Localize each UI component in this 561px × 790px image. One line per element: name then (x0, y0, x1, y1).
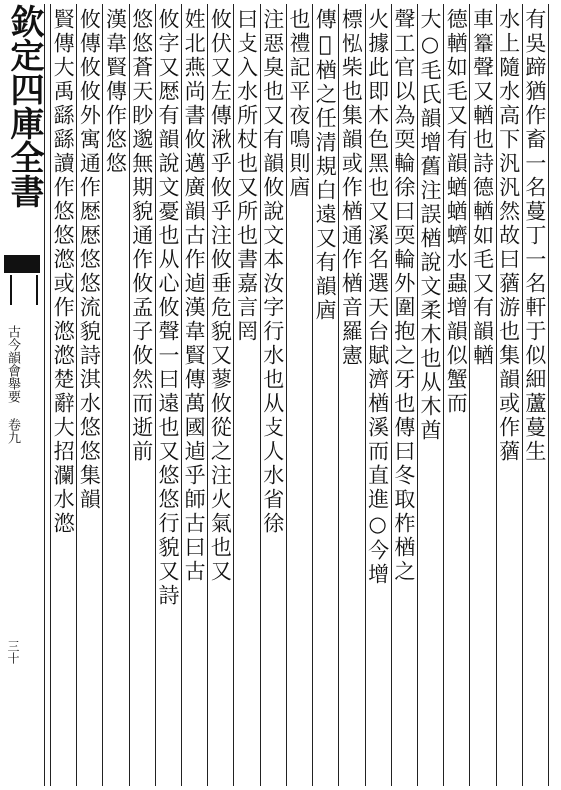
fish-tail-bracket (10, 275, 38, 305)
series-title: 欽定四庫全書 (4, 4, 44, 208)
text-column: 有吳蹄猶作畜一名蔓丁一名軒于似細蘆蔓生 (522, 8, 547, 464)
text-column: 標𢘌柴也集韻或作楢通作楢音羅憲 (339, 8, 364, 368)
text-column: 攸伏又左傳湫乎攸乎注攸垂危貌又蓼攸從之注火氣也又 (208, 8, 233, 584)
text-column: 水上隨水高下汎汎然故曰蕕游也集韻或作蕕 (496, 8, 521, 464)
text-column: 攸字又𢟍有韻說文憂也从心攸聲一曰遠也又悠悠行貌又詩 (155, 8, 180, 608)
text-column: 攸傳攸攸外寓通作𢟍𢟍悠悠流貌詩淇水悠悠集韻 (77, 8, 102, 512)
column-rule (50, 4, 51, 786)
volume-marker: 卷九 (5, 418, 20, 444)
fish-tail-mark (4, 255, 40, 273)
book-name (2, 325, 22, 515)
margin-rule (44, 4, 45, 786)
outer-rule (548, 4, 549, 786)
folio-number: 三十 (6, 640, 20, 664)
text-column: 德輶如毛又有韻蝤蝤蠐水蟲增韻似蟹而 (444, 8, 469, 416)
text-column: 注惡臭也又有韻攸說文本汝字行水也从攴人水省徐 (260, 8, 285, 536)
text-column: 姓北燕尚書攸邁廣韻古作逌漢韋賢傳萬國逌乎師古曰古 (182, 8, 207, 584)
text-column: 也禮記平夜鳴則庮 (287, 8, 311, 200)
text-column: 聲工官以為耎輪徐曰耎輪外圍抱之牙也傳曰冬取柞楢之 (391, 8, 416, 584)
text-column: 傳𦂰楢之任清規白遠又有韻庮 (313, 8, 338, 323)
text-column: 賢傳大禹繇繇讀作悠悠滺或作滺滺楚辭大招瀾水滺 (51, 8, 76, 536)
text-column: 漢韋賢傳作悠悠 (103, 8, 128, 176)
text-column: 大○毛氏韻增舊注誤楢說文柔木也从木酋 (418, 8, 443, 443)
text-column: 車𨏉聲又輶也詩德輶如毛又有韻輶 (470, 8, 495, 368)
text-column: 曰攴入水所杖也又所也書嘉言罔 (234, 8, 259, 344)
text-column: 悠悠蒼天眇邈無期貌通作攸孟子攸然而逝前 (129, 8, 154, 464)
book-name-text: 古今韻會舉要 (5, 325, 20, 403)
text-column: 火據此即木色黑也又溪名選天台賦濟楢溪而直進○今增 (365, 8, 390, 587)
